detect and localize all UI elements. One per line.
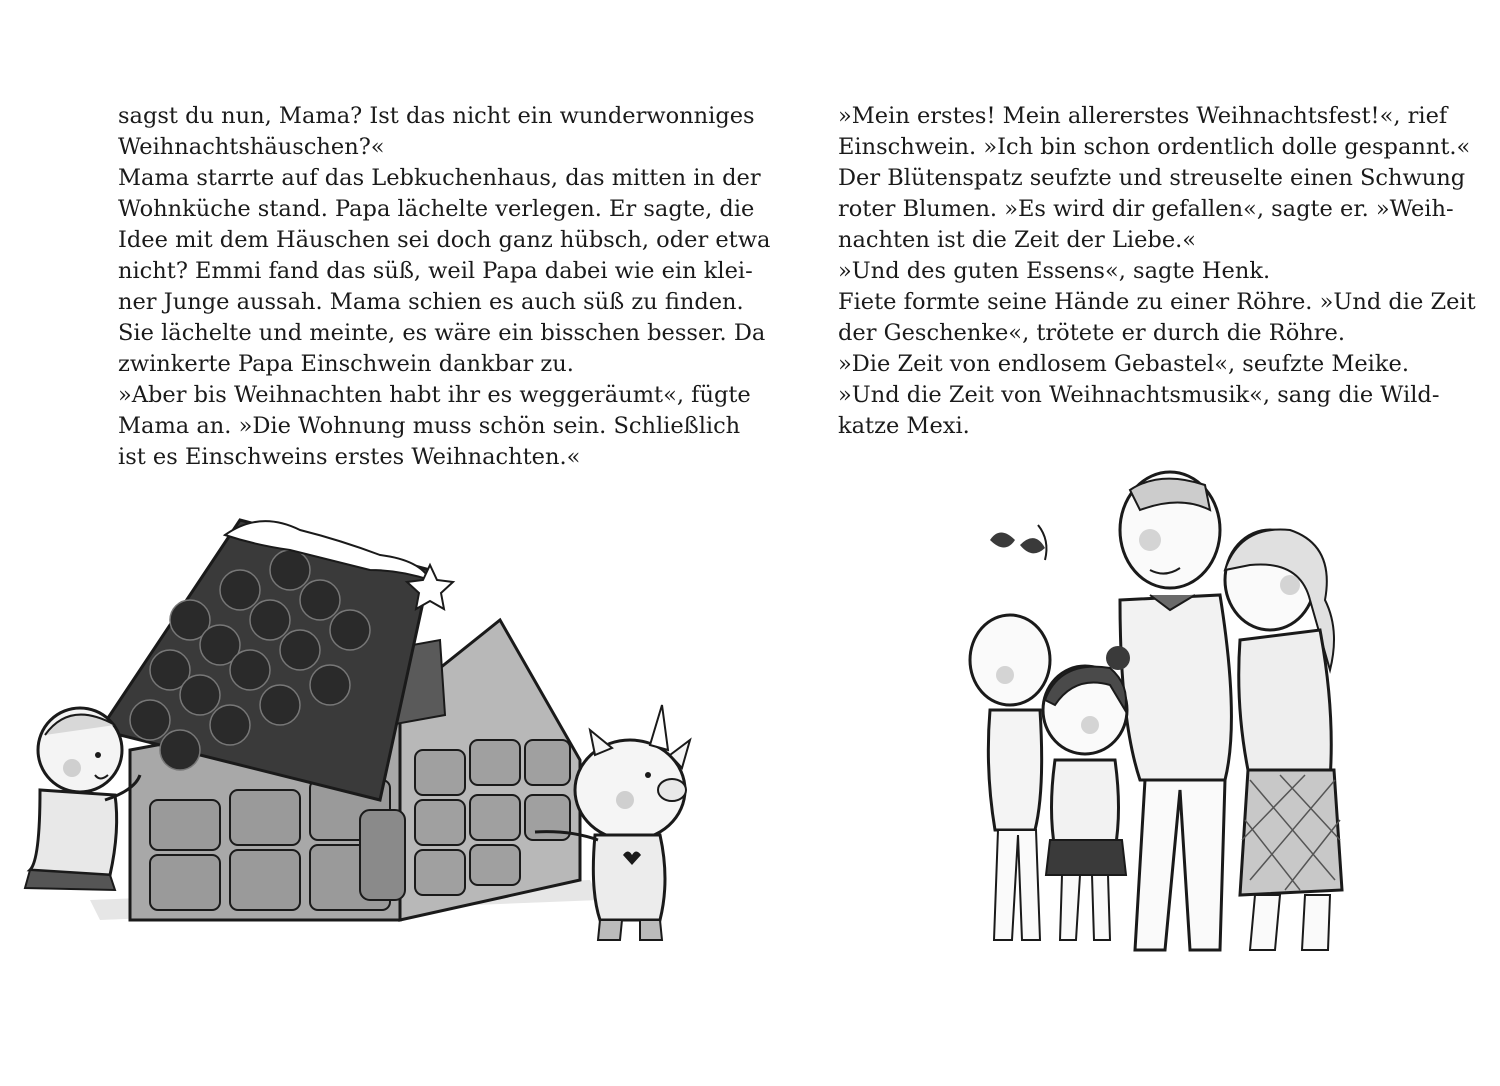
text-line: roter Blumen. »Es wird dir gefallen«, sagte er. »Weih- [838, 196, 1454, 222]
text-line: nicht? Emmi fand das süß, weil Papa dabei wie ein klei- [118, 258, 753, 284]
text-line: nachten ist die Zeit der Liebe.« [838, 227, 1197, 253]
gingerbread-house [100, 520, 580, 920]
text-line: »Mein erstes! Mein allererstes Weihnachtsfest!«, rief [838, 103, 1448, 129]
text-line: Idee mit dem Häuschen sei doch ganz hübsch, oder etwa [118, 227, 771, 253]
text-line: Einschwein. »Ich bin schon ordentlich dolle gespannt.« [838, 134, 1471, 160]
text-line: Der Blütenspatz seufzte und streuselte einen Schwung [838, 165, 1466, 191]
text-line: zwinkerte Papa Einschwein dankbar zu. [118, 351, 574, 377]
text-line: Wohnküche stand. Papa lächelte verlegen. Er sagte, die [118, 196, 755, 222]
gingerbread-house-illustration [0, 500, 720, 960]
girl-figure [1043, 646, 1130, 940]
text-line: »Die Zeit von endlosem Gebastel«, seufzte Meike. [838, 351, 1409, 377]
text-line: Sie lächelte und meinte, es wäre ein bisschen besser. Da [118, 320, 766, 346]
text-line: »Und des guten Essens«, sagte Henk. [838, 258, 1271, 284]
text-line: Mama an. »Die Wohnung muss schön sein. Schließlich [118, 413, 741, 439]
right-page-text [838, 101, 1476, 442]
text-line: der Geschenke«, trötete er durch die Röhre. [838, 320, 1345, 346]
text-line: Mama starrte auf das Lebkuchenhaus, das mitten in der [118, 165, 761, 191]
text-line: »Aber bis Weihnachten habt ihr es weggeräumt«, fügte [118, 382, 751, 408]
text-line: Weihnachtshäuschen?« [118, 134, 385, 160]
boy-figure [970, 615, 1050, 940]
bird-figure [990, 525, 1046, 560]
text-line: katze Mexi. [838, 413, 970, 439]
father-figure [1120, 472, 1231, 950]
left-page-text [118, 101, 771, 473]
text-line: Fiete formte seine Hände zu einer Röhre. »Und die Zeit [838, 289, 1476, 315]
right-page [750, 0, 1500, 1086]
family-illustration [950, 470, 1410, 970]
mother-figure [1225, 530, 1342, 951]
text-line: ist es Einschweins erstes Weihnachten.« [118, 444, 581, 470]
text-line: ner Junge aussah. Mama schien es auch süß zu finden. [118, 289, 744, 315]
text-line: »Und die Zeit von Weihnachtsmusik«, sang die Wild- [838, 382, 1440, 408]
text-line: sagst du nun, Mama? Ist das nicht ein wunderwonniges [118, 103, 755, 129]
